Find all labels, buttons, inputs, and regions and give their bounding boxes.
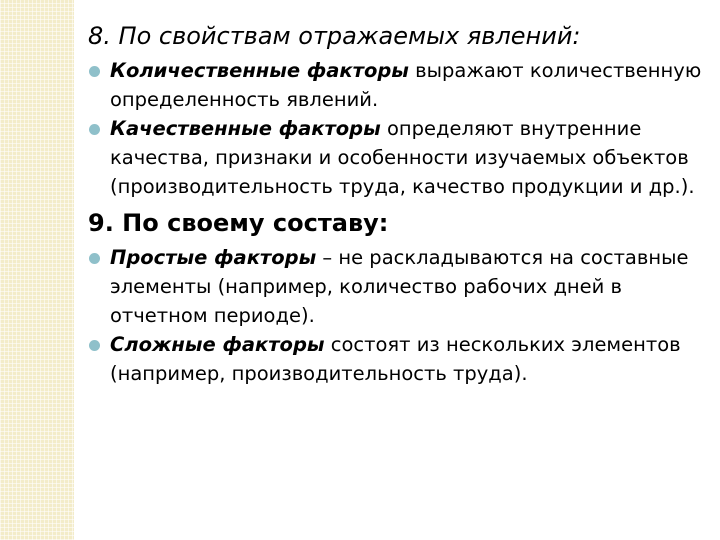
- bullet-dot-icon: [89, 253, 100, 264]
- term-quantitative-factors: Количественные факторы: [110, 59, 409, 82]
- section-9-list: [88, 243, 708, 388]
- term-complex-factors: Сложные факторы: [110, 333, 325, 356]
- definition-text: определяют внутренние качества, признаки и особенности изучаемых объектов (производительность труда, качество продукции и др.).: [110, 117, 695, 198]
- list-item: [88, 243, 708, 330]
- definition-text: выражают количественную определенность явлений.: [110, 59, 702, 111]
- bullet-dot-icon: [89, 124, 100, 135]
- section-9-heading: 9. По своему составу:: [88, 209, 389, 237]
- definition-text: – не раскладываются на составные элементы (например, количество рабочих дней в отчетном периоде).: [110, 246, 689, 327]
- bullet-dot-icon: [89, 66, 100, 77]
- term-qualitative-factors: Качественные факторы: [110, 117, 381, 140]
- section-8-heading: 8. По свойствам отражаемых явлений:: [88, 22, 581, 50]
- list-item: [88, 330, 708, 388]
- term-simple-factors: Простые факторы: [110, 246, 317, 269]
- list-item: [88, 114, 708, 201]
- slide-content: [88, 18, 708, 388]
- definition-text: состоят из нескольких элементов (например, производительность труда).: [110, 333, 681, 385]
- section-8-list: [88, 56, 708, 201]
- decorative-side-strip: [0, 0, 74, 540]
- bullet-dot-icon: [89, 340, 100, 351]
- list-item: [88, 56, 708, 114]
